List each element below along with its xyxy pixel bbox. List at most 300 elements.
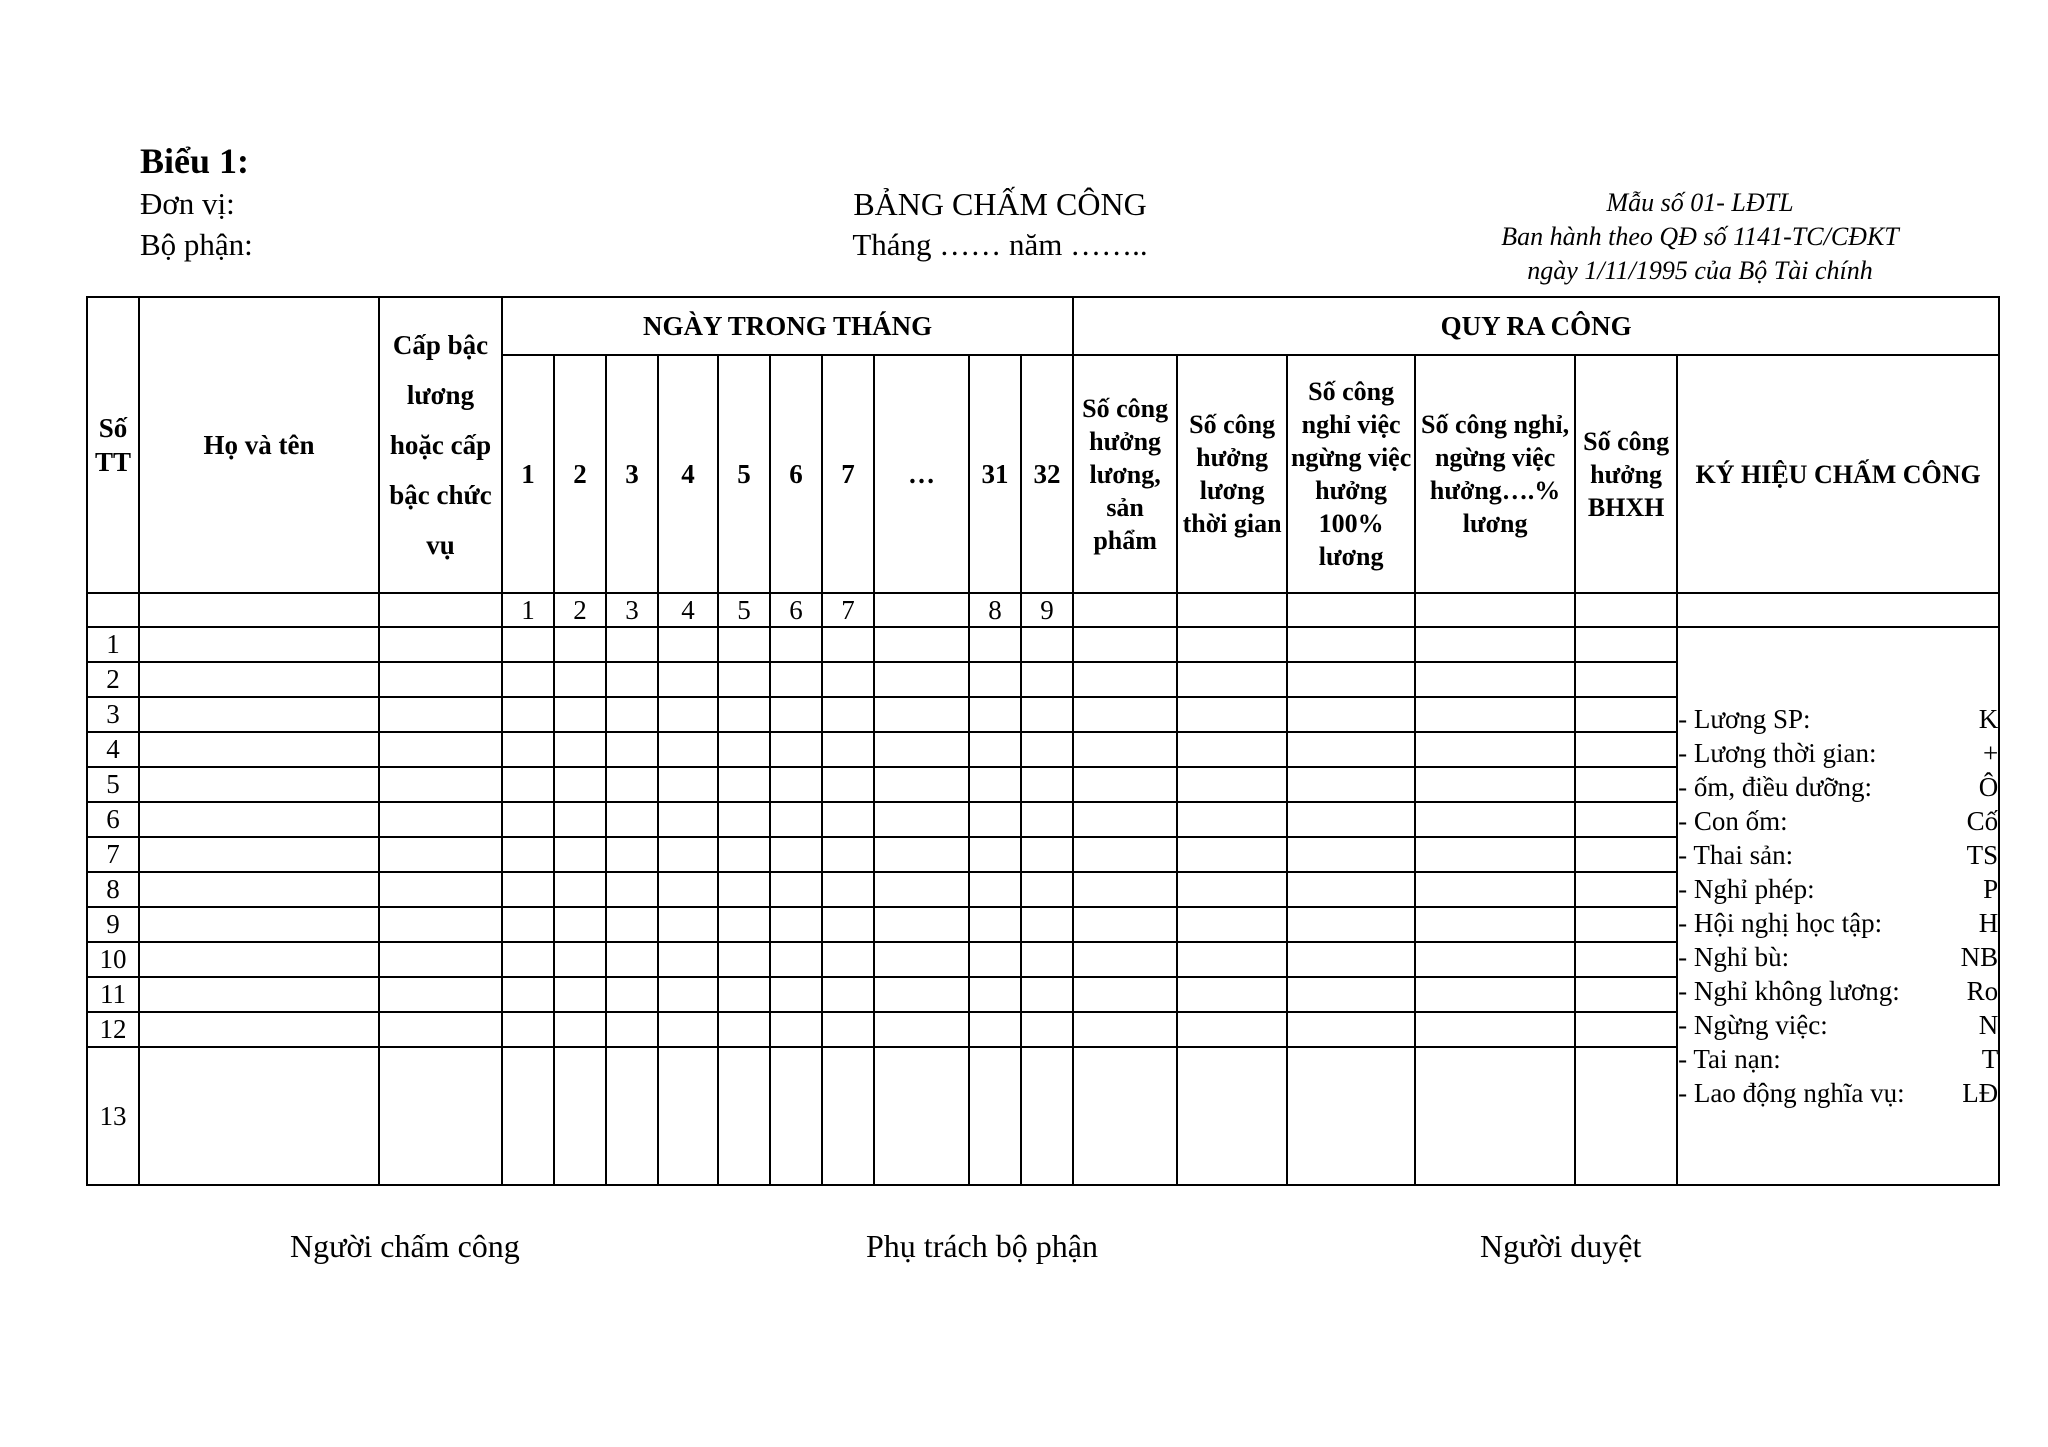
legend-label: - Lao động nghĩa vụ: bbox=[1678, 1078, 1905, 1108]
index-cell bbox=[379, 593, 502, 627]
entry-cell[interactable] bbox=[1575, 697, 1677, 732]
entry-cell[interactable] bbox=[606, 1047, 658, 1185]
entry-cell[interactable] bbox=[554, 732, 606, 767]
entry-cell[interactable] bbox=[1177, 837, 1287, 872]
entry-cell[interactable] bbox=[874, 977, 969, 1012]
entry-cell[interactable] bbox=[1575, 907, 1677, 942]
legend-item bbox=[1678, 702, 1998, 736]
entry-cell[interactable] bbox=[1021, 1047, 1073, 1185]
entry-cell[interactable] bbox=[1415, 977, 1575, 1012]
month-line: Tháng …… năm …….. bbox=[852, 227, 1148, 262]
entry-cell[interactable] bbox=[1177, 977, 1287, 1012]
entry-cell[interactable] bbox=[658, 1047, 718, 1185]
entry-cell[interactable] bbox=[379, 872, 502, 907]
legend-label: - Ngừng việc: bbox=[1678, 1010, 1828, 1040]
entry-cell[interactable] bbox=[822, 872, 874, 907]
entry-cell[interactable] bbox=[554, 802, 606, 837]
entry-cell[interactable] bbox=[1575, 1047, 1677, 1185]
entry-cell[interactable] bbox=[1021, 767, 1073, 802]
day-header: 32 bbox=[1021, 355, 1073, 593]
entry-cell[interactable] bbox=[554, 1047, 606, 1185]
entry-cell[interactable] bbox=[379, 907, 502, 942]
entry-cell[interactable] bbox=[606, 907, 658, 942]
column-index: 2 bbox=[554, 593, 606, 627]
entry-cell[interactable] bbox=[874, 1047, 969, 1185]
entry-cell[interactable] bbox=[658, 627, 718, 662]
entry-cell[interactable] bbox=[1021, 977, 1073, 1012]
entry-cell[interactable] bbox=[770, 732, 822, 767]
summary-header: Số công nghỉ, ngừng việc hưởng….% lương bbox=[1415, 355, 1575, 593]
entry-cell[interactable] bbox=[658, 1012, 718, 1047]
entry-cell[interactable] bbox=[379, 1012, 502, 1047]
entry-cell[interactable] bbox=[658, 662, 718, 697]
entry-cell[interactable] bbox=[770, 767, 822, 802]
entry-cell[interactable] bbox=[554, 767, 606, 802]
entry-cell[interactable] bbox=[606, 942, 658, 977]
entry-cell[interactable] bbox=[1073, 732, 1177, 767]
entry-cell[interactable] bbox=[379, 662, 502, 697]
entry-cell[interactable] bbox=[969, 767, 1021, 802]
entry-cell[interactable] bbox=[1073, 1047, 1177, 1185]
entry-cell[interactable] bbox=[718, 732, 770, 767]
entry-cell[interactable] bbox=[822, 627, 874, 662]
legend-label: - ốm, điều dưỡng: bbox=[1678, 772, 1873, 802]
entry-cell[interactable] bbox=[1021, 662, 1073, 697]
entry-cell[interactable] bbox=[554, 1012, 606, 1047]
entry-cell[interactable] bbox=[1073, 942, 1177, 977]
entry-cell[interactable] bbox=[1287, 802, 1415, 837]
entry-cell[interactable] bbox=[822, 1047, 874, 1185]
entry-cell[interactable] bbox=[770, 627, 822, 662]
entry-cell[interactable] bbox=[1575, 767, 1677, 802]
entry-cell[interactable] bbox=[1177, 802, 1287, 837]
row-number: 7 bbox=[87, 837, 139, 872]
entry-cell[interactable] bbox=[1177, 1047, 1287, 1185]
entry-cell[interactable] bbox=[606, 732, 658, 767]
day-header: 6 bbox=[770, 355, 822, 593]
entry-cell[interactable] bbox=[1287, 837, 1415, 872]
entry-cell[interactable] bbox=[502, 907, 554, 942]
entry-cell[interactable] bbox=[379, 802, 502, 837]
index-cell bbox=[1073, 593, 1177, 627]
legend-header: KÝ HIỆU CHẤM CÔNG bbox=[1677, 355, 1999, 593]
entry-cell[interactable] bbox=[1415, 1012, 1575, 1047]
entry-cell[interactable] bbox=[606, 802, 658, 837]
entry-cell[interactable] bbox=[1021, 1012, 1073, 1047]
entry-cell[interactable] bbox=[139, 977, 379, 1012]
index-cell bbox=[1677, 593, 1999, 627]
entry-cell[interactable] bbox=[969, 662, 1021, 697]
entry-cell[interactable] bbox=[554, 907, 606, 942]
entry-cell[interactable] bbox=[139, 837, 379, 872]
entry-cell[interactable] bbox=[139, 1012, 379, 1047]
entry-cell[interactable] bbox=[969, 1012, 1021, 1047]
entry-cell[interactable] bbox=[822, 977, 874, 1012]
entry-cell[interactable] bbox=[139, 767, 379, 802]
entry-cell[interactable] bbox=[379, 1047, 502, 1185]
day-header: 2 bbox=[554, 355, 606, 593]
entry-cell[interactable] bbox=[1021, 837, 1073, 872]
entry-cell[interactable] bbox=[502, 697, 554, 732]
entry-cell[interactable] bbox=[1575, 872, 1677, 907]
index-cell bbox=[1415, 593, 1575, 627]
entry-cell[interactable] bbox=[1575, 662, 1677, 697]
entry-cell[interactable] bbox=[606, 697, 658, 732]
entry-cell[interactable] bbox=[554, 872, 606, 907]
entry-cell[interactable] bbox=[139, 732, 379, 767]
entry-cell[interactable] bbox=[658, 942, 718, 977]
entry-cell[interactable] bbox=[874, 767, 969, 802]
entry-cell[interactable] bbox=[139, 872, 379, 907]
entry-cell[interactable] bbox=[874, 907, 969, 942]
entry-cell[interactable] bbox=[770, 907, 822, 942]
entry-cell[interactable] bbox=[1415, 837, 1575, 872]
entry-cell[interactable] bbox=[1073, 872, 1177, 907]
legend-item bbox=[1678, 872, 1998, 906]
legend-label: - Lương thời gian: bbox=[1678, 738, 1877, 768]
entry-cell[interactable] bbox=[1021, 627, 1073, 662]
column-index: 5 bbox=[718, 593, 770, 627]
row-number: 8 bbox=[87, 872, 139, 907]
entry-cell[interactable] bbox=[1287, 697, 1415, 732]
entry-cell[interactable] bbox=[770, 872, 822, 907]
legend-item bbox=[1678, 804, 1998, 838]
entry-cell[interactable] bbox=[1287, 662, 1415, 697]
entry-cell[interactable] bbox=[1073, 662, 1177, 697]
header-name: Họ và tên bbox=[139, 297, 379, 593]
entry-cell[interactable] bbox=[502, 1012, 554, 1047]
entry-cell[interactable] bbox=[1575, 837, 1677, 872]
entry-cell[interactable] bbox=[502, 1047, 554, 1185]
entry-cell[interactable] bbox=[1415, 662, 1575, 697]
entry-cell[interactable] bbox=[1073, 697, 1177, 732]
entry-cell[interactable] bbox=[1177, 942, 1287, 977]
entry-cell[interactable] bbox=[1415, 697, 1575, 732]
entry-cell[interactable] bbox=[1021, 697, 1073, 732]
entry-cell[interactable] bbox=[822, 942, 874, 977]
column-index bbox=[874, 593, 969, 627]
entry-cell[interactable] bbox=[502, 767, 554, 802]
entry-cell[interactable] bbox=[502, 627, 554, 662]
entry-cell[interactable] bbox=[1415, 1047, 1575, 1185]
legend-code: Cố bbox=[1966, 806, 1999, 836]
row-number: 13 bbox=[87, 1047, 139, 1185]
entry-cell[interactable] bbox=[379, 942, 502, 977]
entry-cell[interactable] bbox=[770, 662, 822, 697]
row-number: 11 bbox=[87, 977, 139, 1012]
entry-cell[interactable] bbox=[822, 732, 874, 767]
entry-cell[interactable] bbox=[658, 872, 718, 907]
entry-cell[interactable] bbox=[718, 767, 770, 802]
entry-cell[interactable] bbox=[139, 627, 379, 662]
entry-cell[interactable] bbox=[718, 977, 770, 1012]
header-days-group: NGÀY TRONG THÁNG bbox=[502, 297, 1073, 355]
row-number: 12 bbox=[87, 1012, 139, 1047]
column-index: 6 bbox=[770, 593, 822, 627]
row-number: 5 bbox=[87, 767, 139, 802]
entry-cell[interactable] bbox=[874, 662, 969, 697]
entry-cell[interactable] bbox=[718, 662, 770, 697]
legend-label: - Nghỉ phép: bbox=[1678, 874, 1815, 904]
entry-cell[interactable] bbox=[969, 942, 1021, 977]
entry-cell[interactable] bbox=[502, 942, 554, 977]
entry-cell[interactable] bbox=[822, 837, 874, 872]
entry-cell[interactable] bbox=[1575, 802, 1677, 837]
entry-cell[interactable] bbox=[606, 662, 658, 697]
entry-cell[interactable] bbox=[822, 802, 874, 837]
entry-cell[interactable] bbox=[1021, 802, 1073, 837]
day-header: 1 bbox=[502, 355, 554, 593]
entry-cell[interactable] bbox=[1415, 627, 1575, 662]
entry-cell[interactable] bbox=[822, 697, 874, 732]
entry-cell[interactable] bbox=[554, 697, 606, 732]
column-index: 9 bbox=[1021, 593, 1073, 627]
day-header: 31 bbox=[969, 355, 1021, 593]
entry-cell[interactable] bbox=[770, 977, 822, 1012]
entry-cell[interactable] bbox=[139, 907, 379, 942]
entry-cell[interactable] bbox=[139, 802, 379, 837]
entry-cell[interactable] bbox=[1575, 627, 1677, 662]
entry-cell[interactable] bbox=[554, 837, 606, 872]
row-number: 9 bbox=[87, 907, 139, 942]
entry-cell[interactable] bbox=[969, 697, 1021, 732]
entry-cell[interactable] bbox=[874, 837, 969, 872]
entry-cell[interactable] bbox=[969, 837, 1021, 872]
entry-cell[interactable] bbox=[969, 627, 1021, 662]
page-title: BẢNG CHẤM CÔNG bbox=[853, 186, 1147, 222]
index-cell bbox=[1287, 593, 1415, 627]
entry-cell[interactable] bbox=[1287, 977, 1415, 1012]
entry-cell[interactable] bbox=[1073, 627, 1177, 662]
entry-cell[interactable] bbox=[1177, 767, 1287, 802]
entry-cell[interactable] bbox=[658, 767, 718, 802]
legend-label: - Lương SP: bbox=[1678, 704, 1811, 734]
entry-cell[interactable] bbox=[658, 802, 718, 837]
issued-by: Ban hành theo QĐ số 1141-TC/CĐKT bbox=[1501, 222, 1899, 251]
entry-cell[interactable] bbox=[1287, 627, 1415, 662]
entry-cell[interactable] bbox=[718, 627, 770, 662]
entry-cell[interactable] bbox=[874, 802, 969, 837]
entry-cell[interactable] bbox=[658, 697, 718, 732]
row-number: 10 bbox=[87, 942, 139, 977]
entry-cell[interactable] bbox=[1287, 1047, 1415, 1185]
entry-cell[interactable] bbox=[1575, 1012, 1677, 1047]
legend-item bbox=[1678, 736, 1998, 770]
entry-cell[interactable] bbox=[554, 942, 606, 977]
header-stt: Số TT bbox=[87, 297, 139, 593]
entry-cell[interactable] bbox=[874, 627, 969, 662]
entry-cell[interactable] bbox=[554, 662, 606, 697]
entry-cell[interactable] bbox=[1177, 662, 1287, 697]
entry-cell[interactable] bbox=[379, 627, 502, 662]
department-label: Bộ phận: bbox=[140, 227, 253, 262]
entry-cell[interactable] bbox=[139, 942, 379, 977]
entry-cell[interactable] bbox=[718, 697, 770, 732]
entry-cell[interactable] bbox=[658, 837, 718, 872]
entry-cell[interactable] bbox=[969, 872, 1021, 907]
entry-cell[interactable] bbox=[1021, 907, 1073, 942]
form-label: Biểu 1: bbox=[140, 141, 250, 181]
legend-label: - Hội nghị học tập: bbox=[1678, 908, 1883, 938]
legend-label: - Thai sản: bbox=[1678, 840, 1794, 870]
entry-cell[interactable] bbox=[1415, 732, 1575, 767]
entry-cell[interactable] bbox=[1073, 802, 1177, 837]
summary-header: Số công hưởng lương thời gian bbox=[1177, 355, 1287, 593]
legend-label: - Nghỉ bù: bbox=[1678, 942, 1790, 972]
entry-cell[interactable] bbox=[139, 1047, 379, 1185]
day-header: 3 bbox=[606, 355, 658, 593]
entry-cell[interactable] bbox=[1287, 767, 1415, 802]
day-header: 7 bbox=[822, 355, 874, 593]
header-grade: Cấp bậc lương hoặc cấp bậc chức vụ bbox=[379, 297, 502, 593]
entry-cell[interactable] bbox=[874, 1012, 969, 1047]
entry-cell[interactable] bbox=[554, 627, 606, 662]
entry-cell[interactable] bbox=[379, 767, 502, 802]
entry-cell[interactable] bbox=[822, 1012, 874, 1047]
entry-cell[interactable] bbox=[139, 697, 379, 732]
entry-cell[interactable] bbox=[718, 872, 770, 907]
entry-cell[interactable] bbox=[502, 662, 554, 697]
entry-cell[interactable] bbox=[606, 872, 658, 907]
entry-cell[interactable] bbox=[1287, 872, 1415, 907]
entry-cell[interactable] bbox=[658, 907, 718, 942]
entry-cell[interactable] bbox=[822, 767, 874, 802]
entry-cell[interactable] bbox=[969, 732, 1021, 767]
entry-cell[interactable] bbox=[379, 977, 502, 1012]
column-index: 8 bbox=[969, 593, 1021, 627]
entry-cell[interactable] bbox=[606, 1012, 658, 1047]
entry-cell[interactable] bbox=[1073, 977, 1177, 1012]
entry-cell[interactable] bbox=[1021, 732, 1073, 767]
legend-code: N bbox=[1978, 1010, 1999, 1040]
entry-cell[interactable] bbox=[502, 802, 554, 837]
entry-cell[interactable] bbox=[658, 977, 718, 1012]
entry-cell[interactable] bbox=[606, 767, 658, 802]
entry-cell[interactable] bbox=[1287, 907, 1415, 942]
entry-cell[interactable] bbox=[1415, 767, 1575, 802]
entry-cell[interactable] bbox=[969, 802, 1021, 837]
entry-cell[interactable] bbox=[554, 977, 606, 1012]
entry-cell[interactable] bbox=[1415, 907, 1575, 942]
entry-cell[interactable] bbox=[1415, 802, 1575, 837]
day-header: 5 bbox=[718, 355, 770, 593]
entry-cell[interactable] bbox=[379, 732, 502, 767]
entry-cell[interactable] bbox=[718, 802, 770, 837]
entry-cell[interactable] bbox=[1575, 942, 1677, 977]
entry-cell[interactable] bbox=[1177, 872, 1287, 907]
entry-cell[interactable] bbox=[770, 697, 822, 732]
entry-cell[interactable] bbox=[502, 977, 554, 1012]
entry-cell[interactable] bbox=[1287, 1012, 1415, 1047]
entry-cell[interactable] bbox=[1415, 942, 1575, 977]
entry-cell[interactable] bbox=[1177, 907, 1287, 942]
entry-cell[interactable] bbox=[874, 872, 969, 907]
entry-cell[interactable] bbox=[770, 1047, 822, 1185]
summary-header: Số công nghỉ việc ngừng việc hưởng 100% lương bbox=[1287, 355, 1415, 593]
legend-label: - Tai nạn: bbox=[1678, 1044, 1781, 1074]
entry-cell[interactable] bbox=[969, 907, 1021, 942]
legend-code: TS bbox=[1966, 840, 1999, 870]
entry-cell[interactable] bbox=[1575, 977, 1677, 1012]
entry-cell[interactable] bbox=[1177, 697, 1287, 732]
legend-code: K bbox=[1978, 704, 1999, 734]
entry-cell[interactable] bbox=[502, 872, 554, 907]
entry-cell[interactable] bbox=[379, 837, 502, 872]
entry-cell[interactable] bbox=[770, 1012, 822, 1047]
entry-cell[interactable] bbox=[606, 977, 658, 1012]
entry-cell[interactable] bbox=[770, 837, 822, 872]
entry-cell[interactable] bbox=[718, 942, 770, 977]
legend-code: P bbox=[1983, 874, 1999, 904]
entry-cell[interactable] bbox=[874, 942, 969, 977]
day-header: … bbox=[874, 355, 969, 593]
entry-cell[interactable] bbox=[1021, 872, 1073, 907]
entry-cell[interactable] bbox=[606, 837, 658, 872]
legend-code: Ô bbox=[1978, 772, 1999, 802]
entry-cell[interactable] bbox=[1575, 732, 1677, 767]
index-cell bbox=[1575, 593, 1677, 627]
legend-item bbox=[1678, 906, 1998, 940]
entry-cell[interactable] bbox=[874, 732, 969, 767]
entry-cell[interactable] bbox=[606, 627, 658, 662]
entry-cell[interactable] bbox=[770, 942, 822, 977]
summary-header: Số công hưởng lương, sản phẩm bbox=[1073, 355, 1177, 593]
signature-timekeeper: Người chấm công bbox=[290, 1228, 520, 1264]
issued-date: ngày 1/11/1995 của Bộ Tài chính bbox=[1527, 256, 1873, 285]
entry-cell[interactable] bbox=[139, 662, 379, 697]
entry-cell[interactable] bbox=[1177, 1012, 1287, 1047]
entry-cell[interactable] bbox=[379, 697, 502, 732]
entry-cell[interactable] bbox=[1073, 1012, 1177, 1047]
summary-header: Số công hưởng BHXH bbox=[1575, 355, 1677, 593]
entry-cell[interactable] bbox=[1073, 907, 1177, 942]
index-cell bbox=[87, 593, 139, 627]
entry-cell[interactable] bbox=[1073, 837, 1177, 872]
entry-cell[interactable] bbox=[1287, 942, 1415, 977]
entry-cell[interactable] bbox=[1177, 732, 1287, 767]
entry-cell[interactable] bbox=[718, 1047, 770, 1185]
table-row bbox=[87, 627, 1999, 662]
entry-cell[interactable] bbox=[1287, 732, 1415, 767]
entry-cell[interactable] bbox=[874, 697, 969, 732]
entry-cell[interactable] bbox=[502, 837, 554, 872]
entry-cell[interactable] bbox=[718, 1012, 770, 1047]
entry-cell[interactable] bbox=[822, 662, 874, 697]
legend-code: Ro bbox=[1966, 976, 1999, 1006]
entry-cell[interactable] bbox=[969, 977, 1021, 1012]
legend-label: - Con ốm: bbox=[1678, 806, 1788, 836]
entry-cell[interactable] bbox=[1177, 627, 1287, 662]
entry-cell[interactable] bbox=[502, 732, 554, 767]
entry-cell[interactable] bbox=[1415, 872, 1575, 907]
row-number: 6 bbox=[87, 802, 139, 837]
entry-cell[interactable] bbox=[718, 907, 770, 942]
day-header: 4 bbox=[658, 355, 718, 593]
entry-cell[interactable] bbox=[1021, 942, 1073, 977]
index-cell bbox=[1177, 593, 1287, 627]
signature-dept-head: Phụ trách bộ phận bbox=[866, 1228, 1098, 1264]
entry-cell[interactable] bbox=[1073, 767, 1177, 802]
legend-cell bbox=[1677, 627, 1999, 1185]
entry-cell[interactable] bbox=[770, 802, 822, 837]
legend-item bbox=[1678, 974, 1998, 1008]
entry-cell[interactable] bbox=[822, 907, 874, 942]
signature-approver: Người duyệt bbox=[1480, 1228, 1642, 1264]
entry-cell[interactable] bbox=[969, 1047, 1021, 1185]
entry-cell[interactable] bbox=[718, 837, 770, 872]
entry-cell[interactable] bbox=[658, 732, 718, 767]
row-number: 3 bbox=[87, 697, 139, 732]
